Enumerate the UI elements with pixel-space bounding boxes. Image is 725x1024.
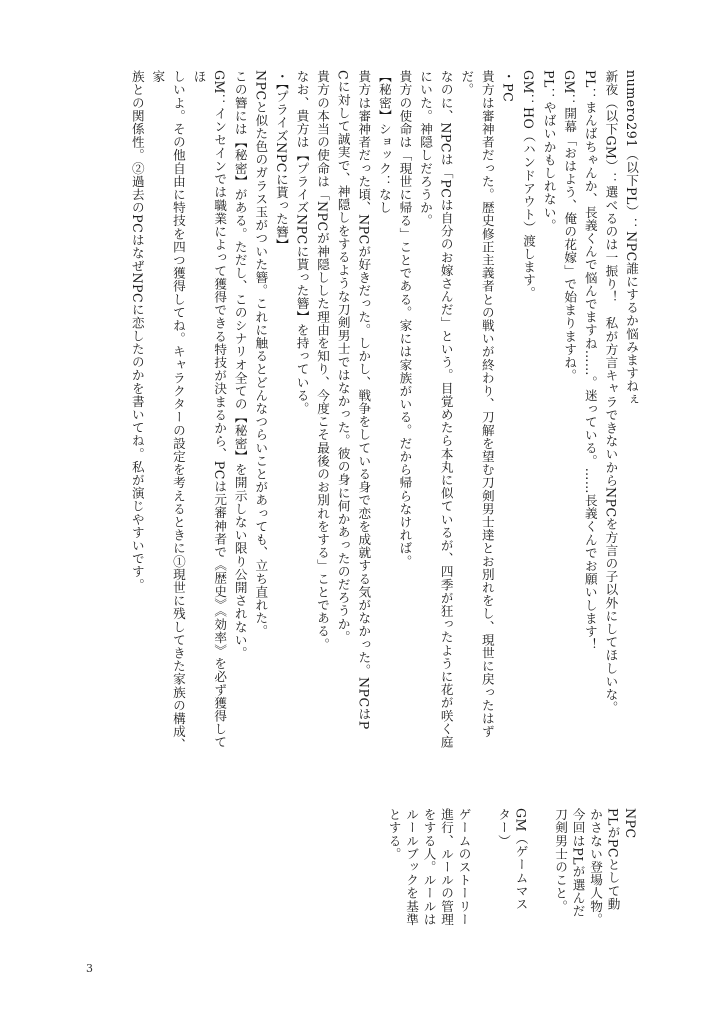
text-line: 貴方は審神者だった。歴史修正主義者との戦いが終わり、刀解を望む刀剣男士達とお別れをし、現世に戻ったはずだ。 [459,70,495,739]
glossary-note [495,808,530,958]
note-line: をする人。ルールは [421,808,437,926]
text-line: 新夜（以下GM）：選べるのは一振り！ 私が方言キャラできないからNPCを方言の子以外にしてほしいな。 [603,70,619,715]
note-line: 進行、ルールの管理 [439,808,454,926]
text-line: 【秘密】ショック：なし [376,70,392,215]
note-term: GM（ゲームマス [513,808,529,911]
note-line: ゲームのストーリー [456,808,472,926]
text-line: PL：やばいかもしれない。 [541,70,557,232]
note-line: とする。 [386,808,402,861]
text-line: 貴方の本当の使命は「NPCが神隠しした理由を知り、今度こそ最後のお別れをする」ことである。 [315,70,331,651]
note-line: ルールブックを基準 [404,808,419,926]
text-line: NPCと似た色のガラス玉がついた簪。これに触るとどんなつらいことがあっても、立ち直れた。 [253,70,269,638]
text-line: 貴方の使命は「現世に帰る」ことである。家には家族がいる。だから帰らなければ。 [397,70,413,568]
text-line: にいた。神隠しだろうか。 [418,70,434,228]
text-line: PL：まんばちゃんか、長義くんで悩んでますね……。迷っている。……長義くんでお願いします！ [582,70,598,652]
text-line: GM：HO（ハンドアウト）渡します。 [521,70,537,300]
text-line: GM：開幕「おはよう、俺の花嫁」で始まりますね。 [562,70,578,383]
text-line: この簪には【秘密】がある。ただし、このシナリオ全ての【秘密】を開示しない限り公開されない。 [232,70,248,660]
text-line: Cに対して誠実で、神隠しをするような刀剣男士ではなかった。彼の身に何かあったのだろうか。 [335,70,351,644]
text-line: ・PC [500,70,516,103]
text-line: なのに、NPCは「PCは自分のお嫁さんだ」という。目覚めたら本丸に似ているが、四季が狂ったように花が咲く庭 [438,70,454,749]
glossary-notes [139,808,639,958]
text-line: GM：インセインでは職業によって獲得できる特技が決まるから、PCは元審神者で《歴史》《効率》を必ず獲得してほ [191,70,228,749]
text-line: しいよ。その他自由に特技を四つ獲得してね。キャラクターの設定を考えるときに①現世に残してきた家族の構成、家 [150,70,186,752]
glossary-note [552,808,640,958]
note-line: ター） [496,808,511,848]
text-line: numero291（以下PL）：NPC誰にするか悩みますねぇ [624,70,639,406]
note-line: PLがPCとして動 [605,808,621,911]
note-term: NPC [623,808,638,839]
note-line: 刀剣男士のこと。 [553,808,568,913]
note-line: かさない登場人物。 [588,808,603,926]
page-number: 3 [86,962,93,975]
text-line: ・【プライズNPCに貰った簪】 [273,70,289,252]
note-line: 今回はPLが選んだ [570,808,586,918]
text-line: 貴方は審神者だった頃、NPCが好きだった。しかし、戦争をしている身で恋を成就する気がなかった。NPCはP [356,70,372,730]
main-vertical-text [81,70,641,760]
text-line: なお、貴方は【プライズNPCに貰った簪】を持っている。 [294,70,310,416]
text-line: 族との関係性。②過去のPCはなぜNPCに恋したのかを書いてね。私が演じやすいです。 [129,70,145,592]
glossary-note [385,808,473,958]
